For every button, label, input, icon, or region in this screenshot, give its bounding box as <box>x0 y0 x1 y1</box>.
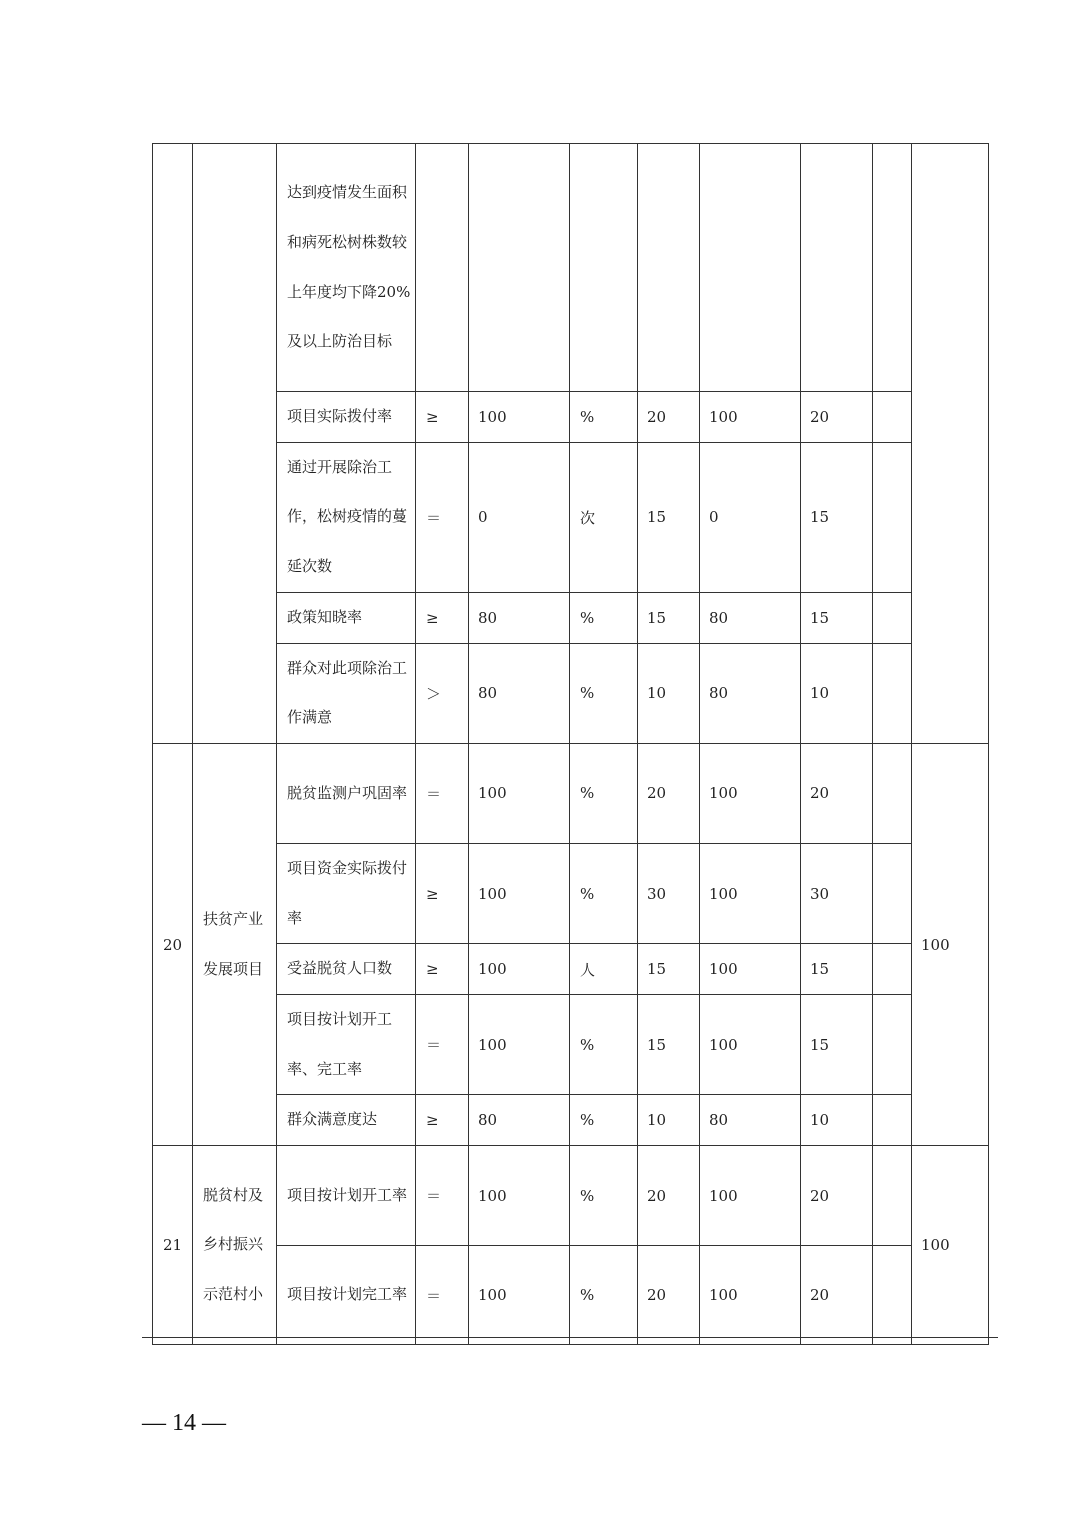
indicator-cell: 项目资金实际拨付率 <box>277 843 416 943</box>
actual-cell: 100 <box>700 392 801 443</box>
indicator-cell: 政策知晓率 <box>277 592 416 643</box>
operator-cell: ＝ <box>416 442 469 592</box>
weight-cell <box>638 144 700 392</box>
table-row <box>153 392 989 443</box>
indicator-cell: 通过开展除治工作，松树疫情的蔓延次数 <box>277 442 416 592</box>
target-cell: 100 <box>469 944 570 995</box>
indicator-cell: 脱贫监测户巩固率 <box>277 743 416 843</box>
operator-cell: ≥ <box>416 843 469 943</box>
unit-cell: % <box>570 1095 638 1146</box>
table-row <box>153 1146 989 1246</box>
project-name-cell <box>193 144 277 744</box>
target-cell <box>469 144 570 392</box>
operator-cell: ≥ <box>416 592 469 643</box>
actual-cell: 100 <box>700 944 801 995</box>
target-cell: 100 <box>469 1146 570 1246</box>
table-row <box>153 1246 989 1345</box>
note-cell <box>873 592 912 643</box>
weight-cell: 20 <box>638 1246 700 1345</box>
weight-cell: 20 <box>638 1146 700 1246</box>
table-row <box>153 643 989 743</box>
score-cell: 20 <box>801 1146 873 1246</box>
score-cell: 10 <box>801 1095 873 1146</box>
table-bottom-rule <box>142 1337 998 1338</box>
target-cell: 100 <box>469 995 570 1095</box>
score-cell: 10 <box>801 643 873 743</box>
unit-cell: % <box>570 392 638 443</box>
unit-cell: % <box>570 843 638 943</box>
indicator-cell: 项目按计划完工率 <box>277 1246 416 1345</box>
indicator-cell: 项目实际拨付率 <box>277 392 416 443</box>
actual-cell: 100 <box>700 1146 801 1246</box>
total-score-cell: 100 <box>912 743 989 1145</box>
actual-cell <box>700 144 801 392</box>
unit-cell: % <box>570 1146 638 1246</box>
project-no-cell: 21 <box>153 1146 193 1345</box>
unit-cell: % <box>570 592 638 643</box>
actual-cell: 100 <box>700 843 801 943</box>
project-no-cell <box>153 144 193 744</box>
target-cell: 100 <box>469 843 570 943</box>
score-cell <box>801 144 873 392</box>
target-cell: 100 <box>469 392 570 443</box>
indicator-cell: 群众满意度达 <box>277 1095 416 1146</box>
project-name-cell: 脱贫村及乡村振兴示范村小 <box>193 1146 277 1345</box>
note-cell <box>873 1095 912 1146</box>
actual-cell: 100 <box>700 1246 801 1345</box>
actual-cell: 0 <box>700 442 801 592</box>
target-cell: 80 <box>469 592 570 643</box>
table-row <box>153 944 989 995</box>
total-score-cell <box>912 144 989 744</box>
unit-cell <box>570 144 638 392</box>
note-cell <box>873 643 912 743</box>
note-cell <box>873 1246 912 1345</box>
page-number: — 14 — <box>142 1410 226 1436</box>
target-cell: 100 <box>469 1246 570 1345</box>
operator-cell: ≥ <box>416 392 469 443</box>
performance-table <box>152 143 989 1345</box>
unit-cell: % <box>570 643 638 743</box>
actual-cell: 100 <box>700 743 801 843</box>
operator-cell: ≥ <box>416 1095 469 1146</box>
weight-cell: 15 <box>638 442 700 592</box>
operator-cell: ≥ <box>416 944 469 995</box>
actual-cell: 100 <box>700 995 801 1095</box>
note-cell <box>873 392 912 443</box>
indicator-cell: 达到疫情发生面积和病死松树株数较上年度均下降20%及以上防治目标 <box>277 144 416 392</box>
score-cell: 20 <box>801 743 873 843</box>
note-cell <box>873 743 912 843</box>
table-row <box>153 1095 989 1146</box>
score-cell: 20 <box>801 1246 873 1345</box>
score-cell: 30 <box>801 843 873 943</box>
note-cell <box>873 1146 912 1246</box>
weight-cell: 10 <box>638 643 700 743</box>
unit-cell: % <box>570 1246 638 1345</box>
operator-cell: ＝ <box>416 1146 469 1246</box>
operator-cell: ＝ <box>416 1246 469 1345</box>
target-cell: 0 <box>469 442 570 592</box>
unit-cell: % <box>570 743 638 843</box>
operator-cell: ＝ <box>416 995 469 1095</box>
unit-cell: 人 <box>570 944 638 995</box>
operator-cell: ＞ <box>416 643 469 743</box>
unit-cell: % <box>570 995 638 1095</box>
weight-cell: 10 <box>638 1095 700 1146</box>
weight-cell: 20 <box>638 392 700 443</box>
weight-cell: 15 <box>638 592 700 643</box>
target-cell: 80 <box>469 1095 570 1146</box>
score-cell: 15 <box>801 592 873 643</box>
actual-cell: 80 <box>700 592 801 643</box>
score-cell: 15 <box>801 944 873 995</box>
table-row <box>153 743 989 843</box>
actual-cell: 80 <box>700 643 801 743</box>
target-cell: 80 <box>469 643 570 743</box>
table-row <box>153 592 989 643</box>
score-cell: 15 <box>801 995 873 1095</box>
score-cell: 15 <box>801 442 873 592</box>
score-cell: 20 <box>801 392 873 443</box>
weight-cell: 20 <box>638 743 700 843</box>
indicator-cell: 项目按计划开工率、完工率 <box>277 995 416 1095</box>
table-row <box>153 442 989 592</box>
indicator-cell: 群众对此项除治工作满意 <box>277 643 416 743</box>
unit-cell: 次 <box>570 442 638 592</box>
note-cell <box>873 995 912 1095</box>
weight-cell: 30 <box>638 843 700 943</box>
note-cell <box>873 843 912 943</box>
table-row <box>153 144 989 392</box>
indicator-cell: 受益脱贫人口数 <box>277 944 416 995</box>
target-cell: 100 <box>469 743 570 843</box>
project-name-cell: 扶贫产业发展项目 <box>193 743 277 1145</box>
note-cell <box>873 944 912 995</box>
note-cell <box>873 442 912 592</box>
table-row <box>153 843 989 943</box>
operator-cell: ＝ <box>416 743 469 843</box>
table-row <box>153 995 989 1095</box>
actual-cell: 80 <box>700 1095 801 1146</box>
indicator-cell: 项目按计划开工率 <box>277 1146 416 1246</box>
weight-cell: 15 <box>638 995 700 1095</box>
project-no-cell: 20 <box>153 743 193 1145</box>
weight-cell: 15 <box>638 944 700 995</box>
note-cell <box>873 144 912 392</box>
total-score-cell: 100 <box>912 1146 989 1345</box>
operator-cell <box>416 144 469 392</box>
